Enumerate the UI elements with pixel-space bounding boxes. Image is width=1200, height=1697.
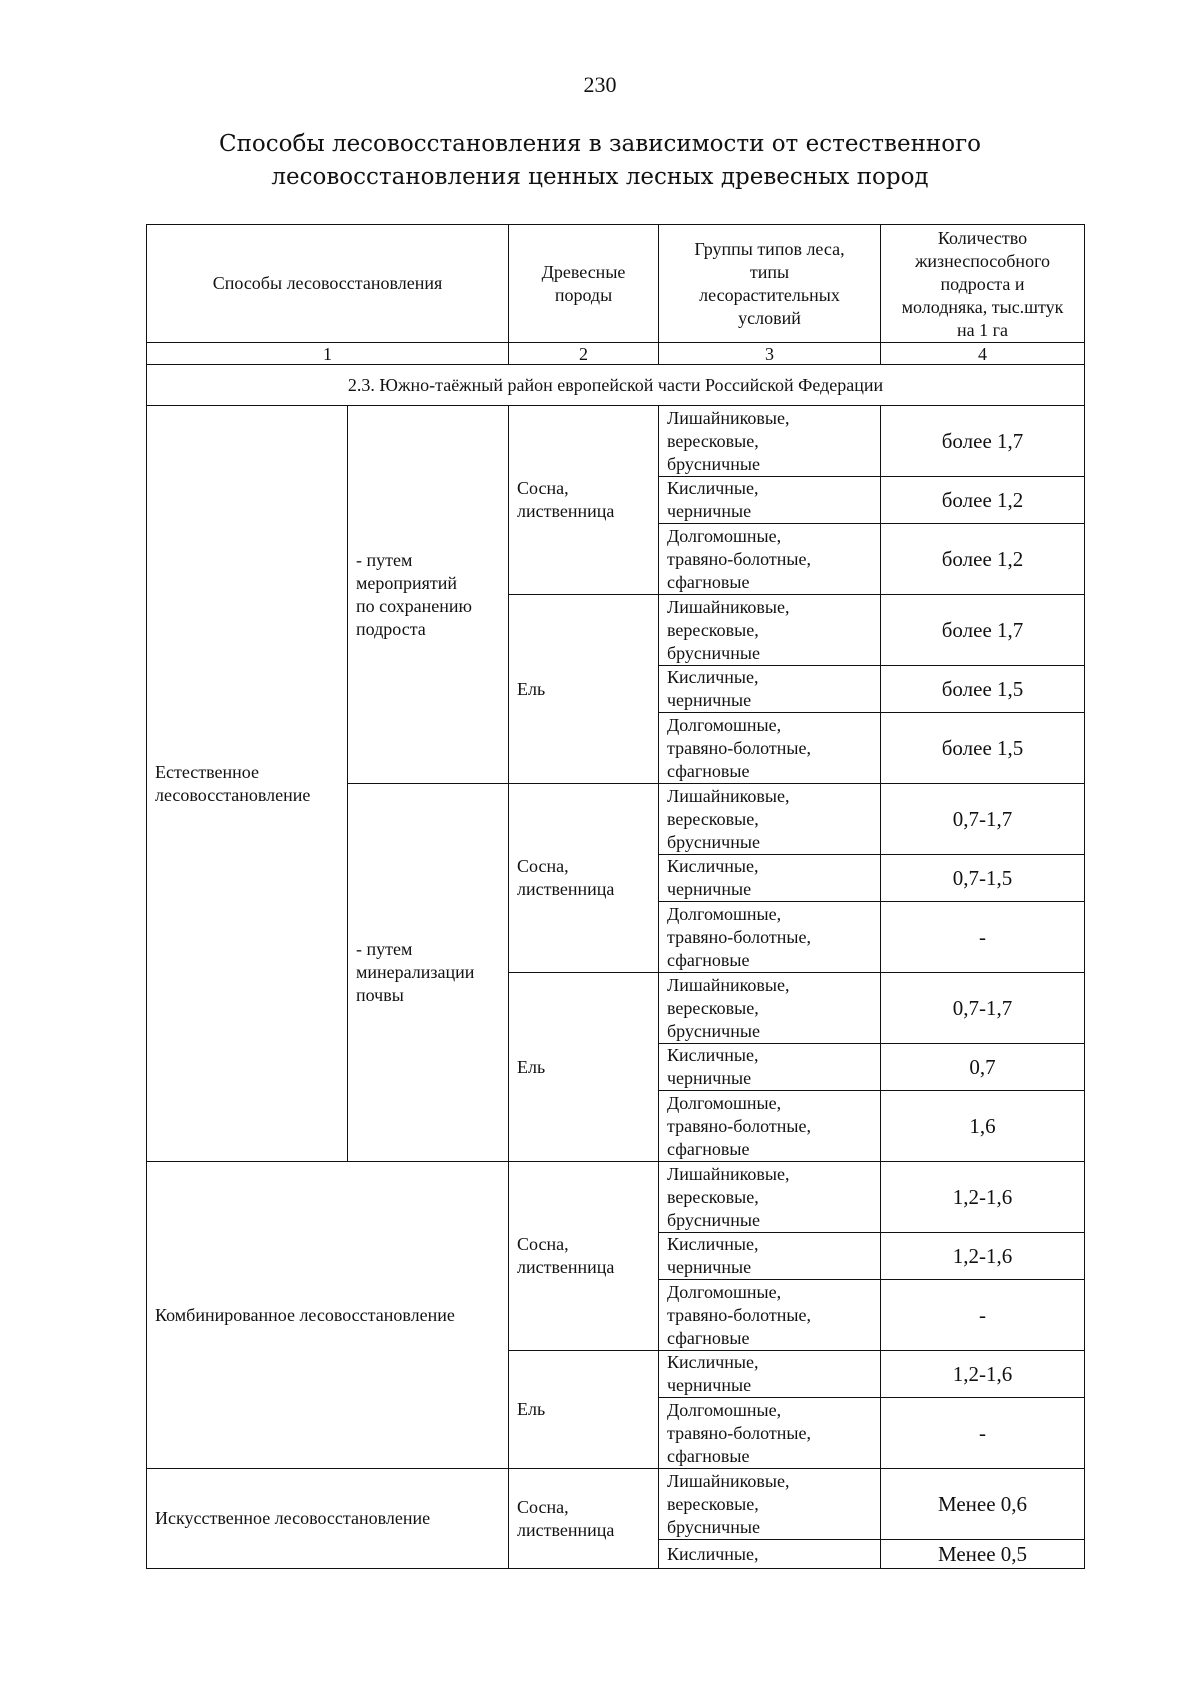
species-pine-larch [509,784,659,973]
document-title [0,128,1200,194]
header-quantity-line: подроста и [940,274,1025,294]
forest-type-line: вересковые, [667,997,759,1018]
forest-type-moss [659,902,881,973]
forest-type-line: брусничные [667,1516,760,1537]
forest-type-lichen [659,595,881,666]
header-methods: Способы лесовосстановления [147,225,509,343]
forest-type-line: травяно-болотные, [667,737,811,758]
forest-type-line: сфагновые [667,949,750,970]
forest-type-line: Лишайниковые, [667,407,790,428]
header-quantity-line: молодняка, тыс.штук [901,297,1064,317]
forest-type-line: сфагновые [667,1138,750,1159]
forest-type-lichen [659,406,881,477]
table-row [147,1162,1085,1233]
table-row [147,406,1085,477]
header-forest-types-line: Группы типов леса, [694,238,845,259]
header-species-line: породы [554,284,613,305]
column-number: 4 [881,343,1085,365]
forest-type-line: черничные [667,1068,752,1088]
forest-type-sorrel [659,1540,881,1569]
column-number: 3 [659,343,881,365]
forest-type-line: Лишайниковые, [667,596,790,617]
quantity-value: более 1,2 [881,524,1085,595]
forest-type-line: черничные [667,690,752,710]
header-forest-types-line: типы [749,261,790,282]
method-natural [147,406,348,1162]
forest-type-line: Кисличные, [667,667,759,687]
quantity-value: более 1,7 [881,595,1085,666]
forest-type-line: Кисличные, [667,1543,759,1564]
forest-type-sorrel [659,1233,881,1280]
forest-type-line: Кисличные, [667,1352,759,1372]
table-header-row [147,225,1085,343]
forest-type-line: Долгомошные, [667,525,782,546]
region-row [147,365,1085,406]
forest-type-line: Кисличные, [667,1234,759,1254]
submethod-line: мероприятий [356,572,458,593]
forest-type-line: черничные [667,1257,752,1277]
forest-type-moss [659,713,881,784]
forest-type-line: брусничные [667,1020,760,1041]
method-natural-line: лесовосстановление [155,784,311,805]
header-species-line: Древесные [541,261,626,282]
quantity-value: 0,7-1,7 [881,973,1085,1044]
header-forest-types-line: условий [738,307,801,328]
title-line-2: лесовосстановления ценных лесных древесных пород [271,164,929,190]
header-species [509,225,659,343]
forest-type-moss [659,1091,881,1162]
quantity-value: 0,7-1,5 [881,855,1085,902]
reforestation-table [146,224,1085,1569]
quantity-value: 1,2-1,6 [881,1351,1085,1398]
species-pine-larch [509,1469,659,1569]
forest-type-moss [659,524,881,595]
quantity-value: более 1,5 [881,713,1085,784]
forest-type-line: травяно-болотные, [667,1422,811,1443]
header-forest-types-line: лесорастительных [699,284,840,305]
species-pine-larch [509,406,659,595]
quantity-value: 0,7 [881,1044,1085,1091]
forest-type-moss [659,1280,881,1351]
submethod-soil-mineralization [348,784,509,1162]
method-natural-line: Естественное [155,761,260,782]
quantity-value: более 1,7 [881,406,1085,477]
forest-type-sorrel [659,477,881,524]
forest-type-line: Лишайниковые, [667,1163,790,1184]
forest-type-line: сфагновые [667,1445,750,1466]
forest-type-line: черничные [667,501,752,521]
species-line: Сосна, [517,1496,569,1517]
forest-type-line: Лишайниковые, [667,785,790,806]
species-line: лиственница [517,1257,615,1277]
forest-type-line: вересковые, [667,1493,759,1514]
forest-type-line: травяно-болотные, [667,548,811,569]
forest-type-line: Кисличные, [667,478,759,498]
forest-type-line: сфагновые [667,571,750,592]
submethod-undergrowth-preservation [348,406,509,784]
forest-type-line: Кисличные, [667,1045,759,1065]
submethod-line: - путем [356,549,413,570]
forest-type-sorrel [659,666,881,713]
submethod-line: почвы [356,985,404,1005]
species-line: Сосна, [517,856,569,876]
species-spruce: Ель [509,1351,659,1469]
species-spruce: Ель [509,973,659,1162]
forest-type-line: Долгомошные, [667,903,782,924]
column-numbers-row [147,343,1085,365]
forest-type-line: Лишайниковые, [667,1470,790,1491]
submethod-line: подроста [356,618,426,639]
quantity-value: 0,7-1,7 [881,784,1085,855]
species-line: лиственница [517,1519,615,1540]
forest-type-line: вересковые, [667,808,759,829]
quantity-value: 1,6 [881,1091,1085,1162]
header-quantity-line: на 1 га [957,320,1008,340]
submethod-line: минерализации [356,962,475,982]
header-forest-types [659,225,881,343]
region-title: 2.3. Южно-таёжный район европейской части Российской Федерации [147,365,1085,406]
forest-type-line: черничные [667,879,752,899]
species-pine-larch [509,1162,659,1351]
forest-type-line: сфагновые [667,760,750,781]
method-artificial: Искусственное лесовосстановление [147,1469,509,1569]
forest-type-lichen [659,1162,881,1233]
quantity-value: более 1,5 [881,666,1085,713]
quantity-value: Менее 0,6 [881,1469,1085,1540]
page-number: 230 [583,72,617,97]
forest-type-line: Кисличные, [667,856,759,876]
forest-type-line: черничные [667,1375,752,1395]
header-quantity-line: жизнеспособного [914,251,1051,271]
submethod-line: по сохранению [356,595,472,616]
forest-type-line: Долгомошные, [667,1092,782,1113]
title-line-1: Способы лесовосстановления в зависимости от естественного [218,131,981,157]
forest-type-line: травяно-болотные, [667,1115,811,1136]
quantity-value: более 1,2 [881,477,1085,524]
quantity-value: Менее 0,5 [881,1540,1085,1569]
species-line: лиственница [517,879,615,899]
forest-type-lichen [659,1469,881,1540]
forest-type-line: травяно-болотные, [667,1304,811,1325]
forest-type-line: Долгомошные, [667,714,782,735]
quantity-value: - [881,1398,1085,1469]
forest-type-sorrel [659,1044,881,1091]
forest-type-line: сфагновые [667,1327,750,1348]
forest-type-sorrel [659,1351,881,1398]
species-line: лиственница [517,501,615,521]
species-line: Сосна, [517,1234,569,1254]
forest-type-line: брусничные [667,453,760,474]
forest-type-line: вересковые, [667,430,759,451]
quantity-value: - [881,1280,1085,1351]
species-spruce: Ель [509,595,659,784]
quantity-value: 1,2-1,6 [881,1233,1085,1280]
quantity-value: - [881,902,1085,973]
forest-type-moss [659,1398,881,1469]
forest-type-line: травяно-болотные, [667,926,811,947]
column-number: 1 [147,343,509,365]
forest-type-line: Лишайниковые, [667,974,790,995]
forest-type-line: вересковые, [667,1186,759,1207]
forest-type-line: вересковые, [667,619,759,640]
forest-type-line: брусничные [667,831,760,852]
method-combined: Комбинированное лесовосстановление [147,1162,509,1469]
header-quantity-line: Количество [937,228,1028,248]
species-line: Сосна, [517,478,569,498]
header-quantity [881,225,1085,343]
table-row [147,1469,1085,1540]
quantity-value: 1,2-1,6 [881,1162,1085,1233]
forest-type-line: брусничные [667,1209,760,1230]
forest-type-sorrel [659,855,881,902]
forest-type-line: Долгомошные, [667,1281,782,1302]
forest-type-lichen [659,784,881,855]
column-number: 2 [509,343,659,365]
forest-type-lichen [659,973,881,1044]
submethod-line: - путем [356,939,413,959]
forest-type-line: брусничные [667,642,760,663]
forest-type-line: Долгомошные, [667,1399,782,1420]
